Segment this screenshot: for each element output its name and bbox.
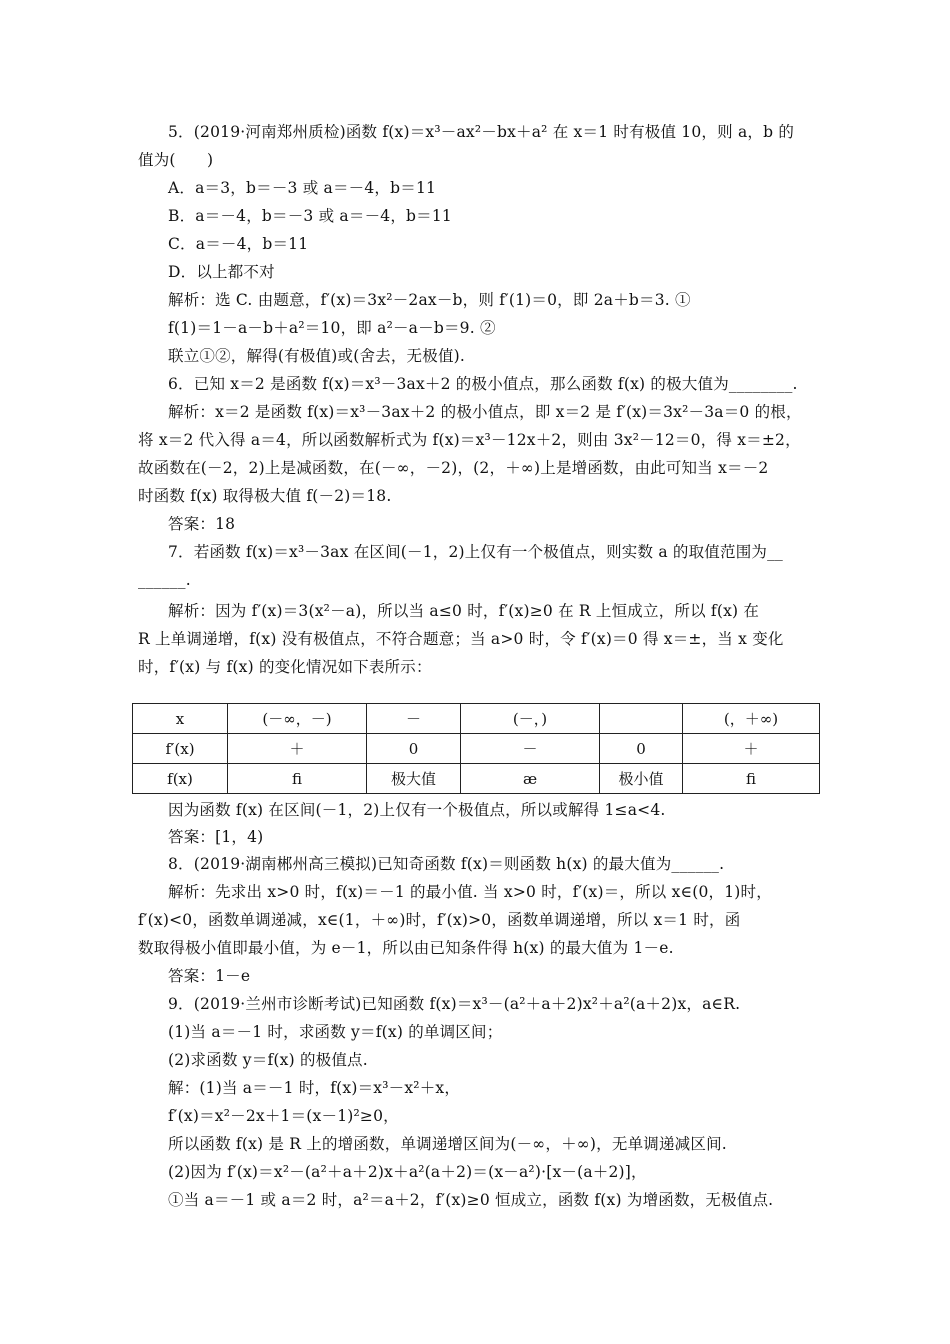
q8-solution-line1: 解析：先求出 x>0 时，f(x)＝－1 的最小值. 当 x>0 时，f′(x)＝，所以 x∈(0，1)时，	[168, 883, 772, 901]
q8-solution-line3: 数取得极小值即最小值，为 e－1，所以由已知条件得 h(x) 的最大值为 1－e.	[138, 939, 674, 957]
table-row	[133, 734, 820, 764]
q5-solution-line2: f(1)＝1－a－b＋a²＝10，即 a²－a－b＝9. ②	[168, 319, 496, 337]
q8-solution-line2: f′(x)<0，函数单调递减，x∈(1，＋∞)时，f′(x)>0，函数单调递增，所以 x＝1 时，函	[138, 911, 741, 929]
q7-solution-line2: R 上单调递增，f(x) 没有极值点，不符合题意；当 a>0 时，令 f′(x)＝0 得 x＝±，当 x 变化	[138, 630, 784, 648]
q5-option-b: B．a＝－4，b＝－3 或 a＝－4，b＝11	[168, 207, 452, 225]
q5-stem-cont: 值为( )	[138, 151, 214, 169]
q5-option-a: A．a＝3，b＝－3 或 a＝－4，b＝11	[168, 179, 437, 197]
q8-stem: 8．(2019·湖南郴州高三模拟)已知奇函数 f(x)＝则函数 h(x) 的最大值为______.	[168, 855, 725, 873]
q7-solution-line1: 解析：因为 f′(x)＝3(x²－a)，所以当 a≤0 时，f′(x)≥0 在 R 上恒成立，所以 f(x) 在	[168, 602, 760, 620]
q7-stem-cont: ______.	[138, 571, 191, 589]
q6-solution-line1: 解析：x＝2 是函数 f(x)＝x³－3ax＋2 的极小值点，即 x＝2 是 f′(x)＝3x²－3a＝0 的根，	[168, 403, 802, 421]
q7-solution-line4: 因为函数 f(x) 在区间(－1，2)上仅有一个极值点，所以或解得 1≤a<4.	[168, 801, 666, 819]
q5-option-d: D．以上都不对	[168, 263, 275, 281]
q6-stem: 6．已知 x＝2 是函数 f(x)＝x³－3ax＋2 的极小值点，那么函数 f(x) 的极大值为________.	[168, 375, 798, 393]
q9-stem: 9．(2019·兰州市诊断考试)已知函数 f(x)＝x³－(a²＋a＋2)x²＋a²(a＋2)x，a∈R.	[168, 995, 741, 1013]
q9-solution-line4: (2)因为 f′(x)＝x²－(a²＋a＋2)x＋a²(a＋2)＝(x－a²)·[x－(a＋2)]，	[168, 1163, 647, 1181]
table-cell: 0	[367, 734, 461, 764]
q8-answer: 答案：1－e	[168, 967, 251, 985]
table-cell: ﬁ	[683, 764, 820, 794]
q9-part2: (2)求函数 y＝f(x) 的极值点.	[168, 1051, 368, 1069]
table-row	[133, 764, 820, 794]
table-cell: (－，)	[461, 704, 600, 734]
table-cell	[600, 704, 683, 734]
table-cell: －	[367, 704, 461, 734]
table-cell: æ	[461, 764, 600, 794]
q5-solution-line3: 联立①②，解得(有极值)或(舍去，无极值).	[168, 347, 466, 365]
variation-table	[132, 703, 820, 794]
q5-option-c: C．a＝－4，b＝11	[168, 235, 309, 253]
table-cell: ＋	[228, 734, 367, 764]
table-cell: －	[461, 734, 600, 764]
q6-solution-line3: 故函数在(－2，2)上是减函数，在(－∞，－2)，(2，＋∞)上是增函数，由此可知当 x＝－2	[138, 459, 769, 477]
q5-solution-line1: 解析：选 C. 由题意，f′(x)＝3x²－2ax－b，则 f′(1)＝0，即 2a＋b＝3. ①	[168, 291, 691, 309]
q6-solution-line4: 时函数 f(x) 取得极大值 f(－2)＝18.	[138, 487, 392, 505]
table-cell: f′(x)	[133, 734, 228, 764]
q7-stem: 7．若函数 f(x)＝x³－3ax 在区间(－1，2)上仅有一个极值点，则实数 a 的取值范围为__	[168, 543, 784, 561]
table-cell: x	[133, 704, 228, 734]
q9-solution-line3: 所以函数 f(x) 是 R 上的增函数，单调递增区间为(－∞，＋∞)，无单调递减区间.	[168, 1135, 727, 1153]
table-cell: 0	[600, 734, 683, 764]
q9-part1: (1)当 a＝－1 时，求函数 y＝f(x) 的单调区间；	[168, 1023, 503, 1041]
table-cell: f(x)	[133, 764, 228, 794]
q6-solution-line2: 将 x＝2 代入得 a＝4，所以函数解析式为 f(x)＝x³－12x＋2，则由 3x²－12＝0，得 x＝±2，	[138, 431, 801, 449]
table-row	[133, 704, 820, 734]
q7-solution-line3: 时，f′(x) 与 f(x) 的变化情况如下表所示：	[138, 658, 432, 676]
q6-answer: 答案：18	[168, 515, 236, 533]
q9-solution-line1: 解：(1)当 a＝－1 时，f(x)＝x³－x²＋x，	[168, 1079, 461, 1097]
table-cell: 极大值	[367, 764, 461, 794]
table-cell: ＋	[683, 734, 820, 764]
table-cell: 极小值	[600, 764, 683, 794]
q5-stem: 5．(2019·河南郑州质检)函数 f(x)＝x³－ax²－bx＋a² 在 x＝1 时有极值 10，则 a，b 的	[168, 123, 795, 141]
q7-answer: 答案：[1，4)	[168, 828, 264, 846]
q9-solution-line5: ①当 a＝－1 或 a＝2 时，a²＝a＋2，f′(x)≥0 恒成立，函数 f(x) 为增函数，无极值点.	[168, 1191, 774, 1209]
table-cell: (，＋∞)	[683, 704, 820, 734]
table-cell: (－∞，－)	[228, 704, 367, 734]
table-cell: ﬁ	[228, 764, 367, 794]
q9-solution-line2: f′(x)＝x²－2x＋1＝(x－1)²≥0，	[168, 1107, 399, 1125]
